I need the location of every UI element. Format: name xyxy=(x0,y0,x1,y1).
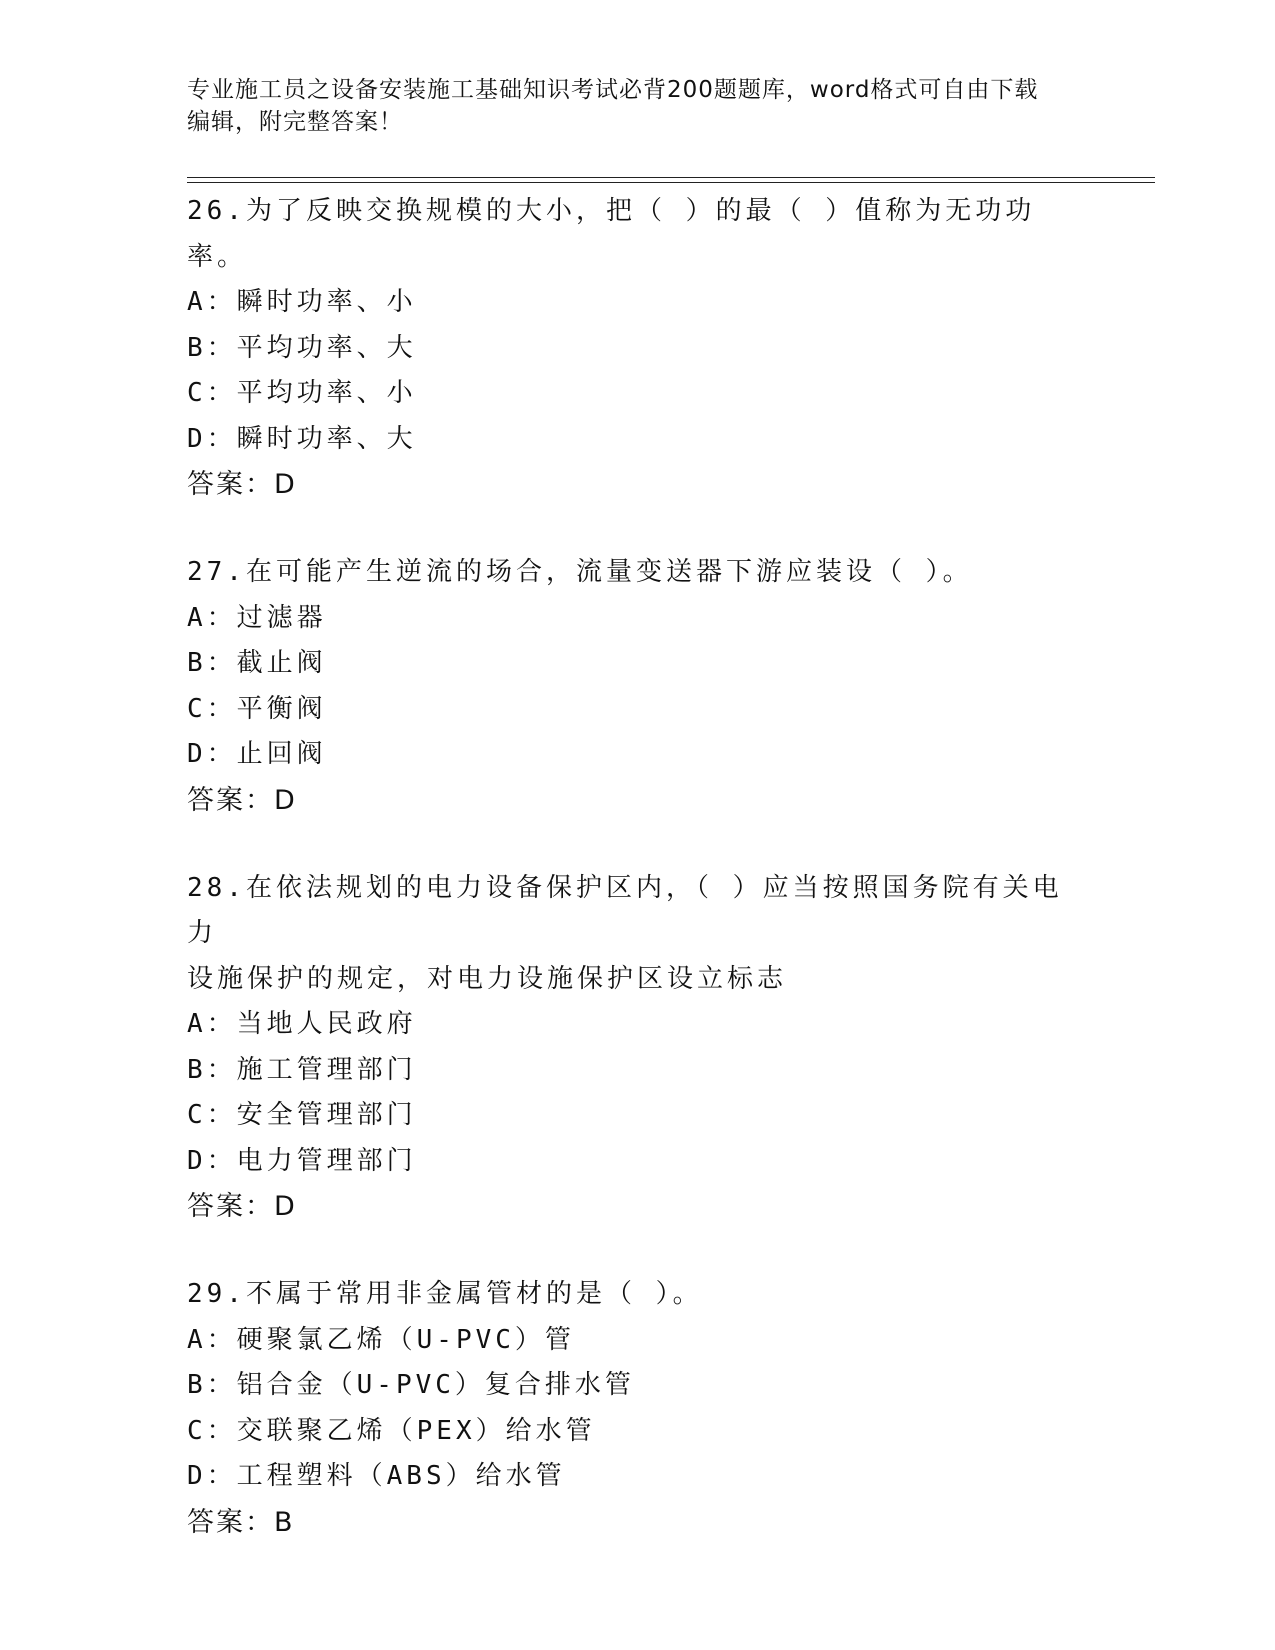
document-header xyxy=(187,74,1067,138)
option-a: A：瞬时功率、小 xyxy=(187,287,417,317)
option-c: C：平衡阀 xyxy=(187,693,327,724)
answer-label: 答案： xyxy=(187,784,274,816)
question-29 xyxy=(187,1272,1087,1546)
option-b: B：铝合金（U-PVC）复合排水管 xyxy=(187,1370,635,1400)
answer-value: D xyxy=(274,784,295,816)
answer-value: B xyxy=(274,1506,293,1538)
option-a: A：过滤器 xyxy=(187,602,327,633)
answer-value: D xyxy=(274,469,295,500)
option-d: D：电力管理部门 xyxy=(187,1145,417,1176)
option-b: B：平均功率、大 xyxy=(187,332,417,363)
option-b: B：截止阀 xyxy=(187,648,327,678)
question-26 xyxy=(187,189,1087,508)
question-28 xyxy=(187,866,1087,1231)
answer-value: D xyxy=(274,1191,295,1222)
answer-line xyxy=(187,1500,1087,1546)
question-stem: 28.在依法规划的电力设备保护区内，（ ）应当按照国务院有关电力 xyxy=(187,872,1063,948)
option-c: C：交联聚乙烯（PEX）给水管 xyxy=(187,1415,596,1446)
question-stem: 26.为了反映交换规模的大小，把（ ）的最（ ）值称为无功功率。 xyxy=(187,196,1036,272)
option-d: D：瞬时功率、大 xyxy=(187,423,417,454)
question-27 xyxy=(187,550,1087,824)
header-title-line1: 专业施工员之设备安装施工基础知识考试必背200题题库，word格式可自由下载 xyxy=(187,77,1039,103)
header-title-line2: 编辑，附完整答案！ xyxy=(187,109,403,135)
question-stem-continued: 设施保护的规定，对电力设施保护区设立标志 xyxy=(187,963,788,994)
answer-line xyxy=(187,1184,1087,1230)
header-divider-top xyxy=(187,177,1155,178)
answer-label: 答案： xyxy=(187,1506,274,1538)
option-c: C：平均功率、小 xyxy=(187,378,417,408)
answer-label: 答案： xyxy=(187,1191,274,1222)
option-c: C：安全管理部门 xyxy=(187,1100,417,1130)
answer-line xyxy=(187,462,1087,508)
option-d: D：工程塑料（ABS）给水管 xyxy=(187,1461,566,1491)
question-stem: 27.在可能产生逆流的场合，流量变送器下游应装设（ ）。 xyxy=(187,557,973,587)
question-stem: 29.不属于常用非金属管材的是（ ）。 xyxy=(187,1279,703,1309)
option-a: A：当地人民政府 xyxy=(187,1009,417,1039)
option-d: D：止回阀 xyxy=(187,739,327,769)
header-divider-bottom xyxy=(187,182,1155,183)
option-b: B：施工管理部门 xyxy=(187,1054,417,1085)
option-a: A：硬聚氯乙烯（U-PVC）管 xyxy=(187,1324,575,1355)
question-list xyxy=(187,189,1087,1588)
answer-label: 答案： xyxy=(187,469,274,500)
answer-line xyxy=(187,778,1087,824)
